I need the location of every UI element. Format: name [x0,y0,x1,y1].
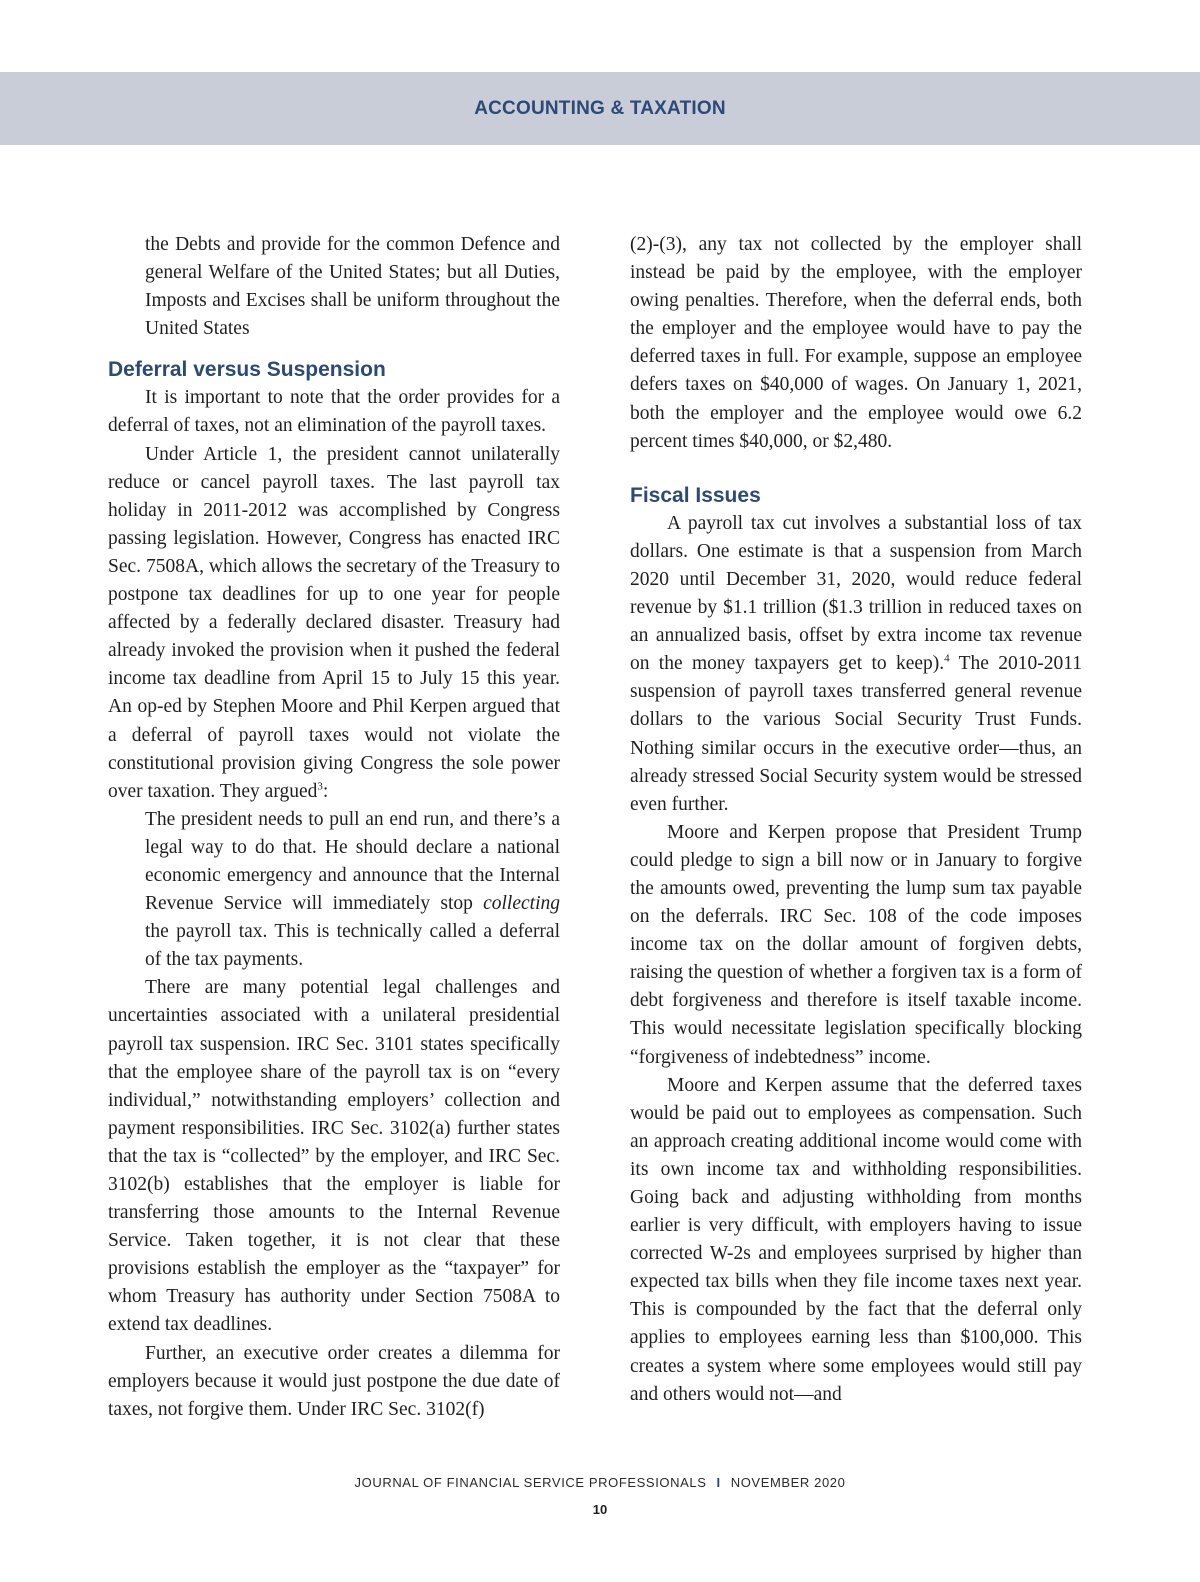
paragraph: It is important to note that the order provides for a deferral of taxes, not an elimination of the payroll taxes. [108,387,560,437]
paragraph-punctuation: : [322,780,329,802]
quote-text: The president needs to pull an end run, and there’s a legal way to do that. He should declare a national economic emergency and announce that the Internal Revenue Service will immediately stop [145,808,560,915]
footer-separator: I [716,1475,721,1490]
header-band [0,72,1200,145]
right-column [630,231,1082,1409]
paragraph-text: The 2010-2011 suspension of payroll taxes transferred general revenue dollars to the various Social Security Trust Funds. Nothing similar occurs in the executive order—thus, an already stressed Social Security system would be stressed even further. [630,653,1083,815]
paragraph: There are many potential legal challenges and uncertainties associated with a unilateral presidential payroll tax suspension. IRC Sec. 3101 states specifically that the employee share of the payroll tax is on “every individual,” notwithstanding employers’ collection and payment responsibilities. IRC Sec. 3102(a) further states that the tax is “collected” by the employer, and IRC Sec. 3102(b) establishes that the employer is liable for transferring those amounts to the Internal Revenue Service. Taken together, it is not clear that these provisions establish the employer as the “taxpayer” for whom Treasury has authority under Section 7508A to extend tax deadlines. [108,977,560,1336]
heading-fiscal-issues: Fiscal Issues [630,483,761,507]
footer [0,1475,1200,1490]
issue-date: NOVEMBER 2020 [730,1475,846,1490]
section-label: ACCOUNTING & TAXATION [474,97,726,119]
block-quote [108,806,560,975]
footnote-ref: 3 [317,780,323,793]
paragraph [108,441,560,806]
block-quote-continuation: the Debts and provide for the common Defence and general Welfare of the United States; but all Duties, Imposts and Excises shall be uniform throughout the United States [145,234,560,340]
paragraph [630,510,1082,819]
paragraph-text: Under Article 1, the president cannot unilaterally reduce or cancel payroll taxes. The last payroll tax holiday in 2011-2012 was accomplished by Congress passing legislation. However, Congress has enacted IRC Sec. 7508A, which allows the secretary of the Treasury to postpone tax deadlines for up to one year for people affected by a federally declared disaster. Treasury had already invoked the provision when it pushed the federal income tax deadline from April 15 to July 15 this year. An op-ed by Stephen Moore and Phil Kerpen argued that a deferral of payroll taxes would not violate the constitutional provision giving Congress the sole power over taxation. They argued [108,443,560,802]
paragraph: Further, an executive order creates a dilemma for employers because it would just postpone the due date of taxes, not forgive them. Under IRC Sec. 3102(f) [108,1342,560,1420]
heading-deferral-versus-suspension: Deferral versus Suspension [108,358,386,382]
quote-text: the payroll tax. This is technically called a deferral of the tax payments. [145,921,560,971]
journal-name: JOURNAL OF FINANCIAL SERVICE PROFESSIONALS [354,1475,707,1490]
paragraph-continuation: (2)-(3), any tax not collected by the employer shall instead be paid by the employee, with the employer owing penalties. Therefore, when the deferral ends, both the employer and the employee would have to pay the deferred taxes in full. For example, suppose an employee defers taxes on $40,000 of wages. On January 1, 2021, both the employer and the employee would owe 6.2 percent times $40,000, or $2,480. [630,234,1082,452]
paragraph: Moore and Kerpen assume that the deferred taxes would be paid out to employees as compensation. Such an approach creating additional income would come with its own income tax and withholding responsibilities. Going back and adjusting withholding from months earlier is very difficult, with employers having to issue corrected W-2s and employees surprised by higher than expected tax bills when they file income taxes next year. This is compounded by the fact that the deferral only applies to employees earning less than $100,000. This creates a system where some employees would still pay and others would not—and [630,1074,1082,1405]
left-column [108,231,560,1424]
paragraph: Moore and Kerpen propose that President Trump could pledge to sign a bill now or in January to forgive the amounts owed, preventing the lump sum tax payable on the deferrals. IRC Sec. 108 of the code imposes income tax on the dollar amount of forgiven debts, raising the question of whether a forgiven tax is a form of debt forgiveness and therefore is itself taxable income. This would necessitate legislation specifically blocking “forgiveness of indebtedness” income. [630,821,1082,1068]
page-number: 10 [592,1502,608,1517]
paragraph-text: A payroll tax cut involves a substantial loss of tax dollars. One estimate is that a suspension from March 2020 until December 31, 2020, would reduce federal revenue by $1.1 trillion ($1.3 trillion in reduced taxes on an annualized basis, offset by extra income tax revenue on the money taxpayers get to keep). [630,512,1082,675]
footnote-ref: 4 [944,652,950,665]
quote-emphasis: collecting [483,893,560,915]
